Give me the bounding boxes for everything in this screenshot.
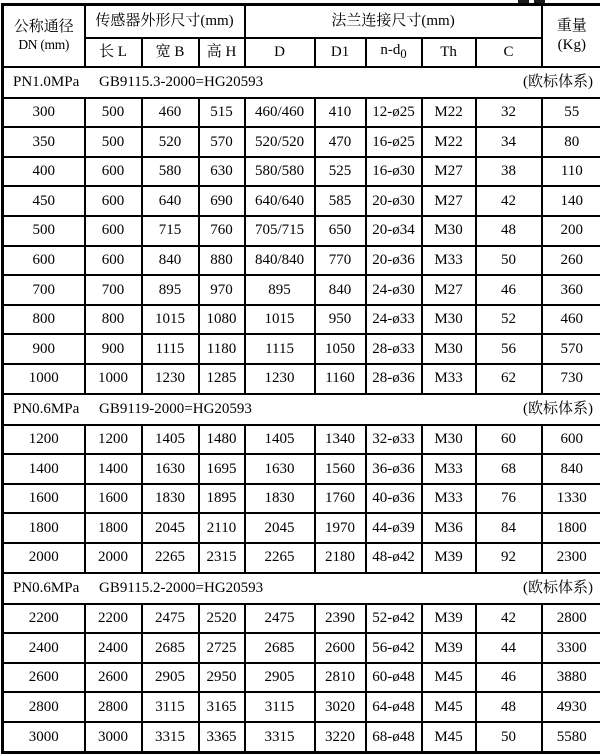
cell-value: 52-ø42 xyxy=(366,604,422,634)
table-row xyxy=(3,604,600,634)
cell-value: 60-ø48 xyxy=(366,663,422,693)
header-height-h: 高 H xyxy=(199,38,245,67)
cell-value: 16-ø25 xyxy=(366,127,422,157)
cell-value: 80 xyxy=(542,127,600,157)
cell-value: 1080 xyxy=(199,305,245,335)
cell-value: M39 xyxy=(422,543,476,573)
cell-value: 600 xyxy=(85,157,142,187)
cell-value: 42 xyxy=(476,186,542,216)
header-weight-label: 重量 xyxy=(556,18,587,34)
cell-value: 520 xyxy=(142,127,199,157)
cell-value: 1340 xyxy=(315,425,366,455)
cell-value: M33 xyxy=(422,246,476,276)
cell-dn-value: 1400 xyxy=(3,454,85,484)
header-nominal-diameter-unit: DN (mm) xyxy=(18,36,70,52)
cell-value: 20-ø36 xyxy=(366,246,422,276)
table-row xyxy=(3,722,600,752)
cell-dn-value: 700 xyxy=(3,275,85,305)
cell-value: 840 xyxy=(542,454,600,484)
section-header-row xyxy=(3,394,600,425)
cell-value: 2800 xyxy=(542,604,600,634)
cell-value: 260 xyxy=(542,246,600,276)
cell-value: 950 xyxy=(315,305,366,335)
table-header xyxy=(3,5,600,67)
cell-dn-value: 600 xyxy=(3,246,85,276)
cell-value: 2390 xyxy=(315,604,366,634)
cell-value: 640 xyxy=(142,186,199,216)
header-sensor-dimensions-group: 传感器外形尺寸(mm) xyxy=(85,5,245,38)
cell-value: M22 xyxy=(422,98,476,128)
cell-value: 56-ø42 xyxy=(366,633,422,663)
cell-value: 1230 xyxy=(245,364,315,394)
header-nominal-diameter xyxy=(3,5,85,67)
table-row xyxy=(3,98,600,128)
flange-dimension-table xyxy=(1,3,600,754)
section-system-note: (欧标体系) xyxy=(523,73,594,90)
cell-value: 600 xyxy=(85,246,142,276)
table-row xyxy=(3,425,600,455)
header-d: D xyxy=(245,38,315,67)
cell-value: 2685 xyxy=(245,633,315,663)
cell-dn-value: 2400 xyxy=(3,633,85,663)
cell-value: 28-ø33 xyxy=(366,334,422,364)
cell-value: 880 xyxy=(199,246,245,276)
header-weight xyxy=(542,5,600,67)
table-body xyxy=(3,67,600,753)
cell-dn-value: 500 xyxy=(3,216,85,246)
cell-value: 1160 xyxy=(315,364,366,394)
cell-value: 800 xyxy=(85,305,142,335)
cell-value: 92 xyxy=(476,543,542,573)
cell-value: M39 xyxy=(422,604,476,634)
table-row xyxy=(3,663,600,693)
cell-value: 44-ø39 xyxy=(366,513,422,543)
cell-value: 56 xyxy=(476,334,542,364)
cell-value: 2905 xyxy=(142,663,199,693)
cell-value: M30 xyxy=(422,425,476,455)
cell-value: 410 xyxy=(315,98,366,128)
cell-value: 520/520 xyxy=(245,127,315,157)
cell-value: 200 xyxy=(542,216,600,246)
header-c: C xyxy=(476,38,542,67)
header-n-d0-main: n-d xyxy=(380,42,401,59)
cell-value: 2520 xyxy=(199,604,245,634)
section-header-cell xyxy=(3,394,600,425)
header-nominal-diameter-label: 公称通径 xyxy=(13,18,74,35)
cell-value: 600 xyxy=(542,425,600,455)
table-row xyxy=(3,454,600,484)
cell-value: 1480 xyxy=(199,425,245,455)
cell-value: 24-ø30 xyxy=(366,275,422,305)
header-weight-unit: (Kg) xyxy=(557,36,586,53)
cell-value: 32-ø33 xyxy=(366,425,422,455)
cell-value: 1405 xyxy=(142,425,199,455)
cell-dn-value: 1000 xyxy=(3,364,85,394)
cell-value: 60 xyxy=(476,425,542,455)
cell-value: 640/640 xyxy=(245,186,315,216)
table-row xyxy=(3,275,600,305)
cell-value: 42 xyxy=(476,604,542,634)
cell-value: 760 xyxy=(199,216,245,246)
cell-value: 68 xyxy=(476,454,542,484)
cell-value: 2600 xyxy=(315,633,366,663)
section-header-row xyxy=(3,67,600,98)
cell-value: 2800 xyxy=(85,692,142,722)
cell-value: 1560 xyxy=(315,454,366,484)
cell-dn-value: 300 xyxy=(3,98,85,128)
table-row xyxy=(3,334,600,364)
cell-dn-value: 450 xyxy=(3,186,85,216)
cell-value: 1600 xyxy=(85,484,142,514)
cell-value: 4930 xyxy=(542,692,600,722)
table-row xyxy=(3,305,600,335)
cell-dn-value: 2200 xyxy=(3,604,85,634)
cell-value: 1050 xyxy=(315,334,366,364)
cell-dn-value: 350 xyxy=(3,127,85,157)
cell-value: 1400 xyxy=(85,454,142,484)
cell-value: 28-ø36 xyxy=(366,364,422,394)
cell-value: 1000 xyxy=(85,364,142,394)
cell-value: 2950 xyxy=(199,663,245,693)
cell-value: 46 xyxy=(476,663,542,693)
section-system-note: (欧标体系) xyxy=(523,579,594,596)
cell-value: 1830 xyxy=(245,484,315,514)
cell-value: 650 xyxy=(315,216,366,246)
cell-value: 1015 xyxy=(245,305,315,335)
cell-value: M45 xyxy=(422,692,476,722)
cell-value: M33 xyxy=(422,454,476,484)
cell-value: 1115 xyxy=(245,334,315,364)
cell-value: M30 xyxy=(422,305,476,335)
cell-value: 3020 xyxy=(315,692,366,722)
cell-dn-value: 1600 xyxy=(3,484,85,514)
cell-value: 1830 xyxy=(142,484,199,514)
section-header-cell xyxy=(3,67,600,98)
cell-value: 585 xyxy=(315,186,366,216)
cell-value: 2180 xyxy=(315,543,366,573)
cell-value: 2600 xyxy=(85,663,142,693)
cell-value: 1895 xyxy=(199,484,245,514)
header-flange-connection-group: 法兰连接尺寸(mm) xyxy=(245,5,542,38)
header-row-columns xyxy=(3,38,600,67)
cell-value: 48 xyxy=(476,216,542,246)
cell-value: 140 xyxy=(542,186,600,216)
cell-value: 460 xyxy=(142,98,199,128)
cell-value: 515 xyxy=(199,98,245,128)
cell-value: 2110 xyxy=(199,513,245,543)
cell-value: 3165 xyxy=(199,692,245,722)
cell-dn-value: 2000 xyxy=(3,543,85,573)
cell-value: 570 xyxy=(199,127,245,157)
section-header-cell xyxy=(3,573,600,604)
section-pressure-rating: PN0.6MPa xyxy=(13,579,80,596)
cell-value: 55 xyxy=(542,98,600,128)
cell-value: 48-ø42 xyxy=(366,543,422,573)
cell-value: 3315 xyxy=(245,722,315,752)
cell-value: M45 xyxy=(422,663,476,693)
cell-value: 3315 xyxy=(142,722,199,752)
cell-value: 1760 xyxy=(315,484,366,514)
cell-value: 48 xyxy=(476,692,542,722)
cell-value: M45 xyxy=(422,722,476,752)
cell-value: 600 xyxy=(85,216,142,246)
header-length-l: 长 L xyxy=(85,38,142,67)
cell-value: 460/460 xyxy=(245,98,315,128)
cell-value: M30 xyxy=(422,334,476,364)
cell-value: 600 xyxy=(85,186,142,216)
cell-value: 1405 xyxy=(245,425,315,455)
header-width-b: 宽 B xyxy=(142,38,199,67)
table-row xyxy=(3,543,600,573)
section-standard-code: GB9115.2-2000=HG20593 xyxy=(99,579,264,596)
header-th: Th xyxy=(422,38,476,67)
cell-value: M36 xyxy=(422,513,476,543)
cell-value: 3000 xyxy=(85,722,142,752)
cell-value: 900 xyxy=(85,334,142,364)
cell-value: 1200 xyxy=(85,425,142,455)
cell-value: 500 xyxy=(85,127,142,157)
cell-value: 1115 xyxy=(142,334,199,364)
cell-value: 1285 xyxy=(199,364,245,394)
cell-value: M39 xyxy=(422,633,476,663)
cell-value: 34 xyxy=(476,127,542,157)
cell-value: 2265 xyxy=(245,543,315,573)
cell-value: 970 xyxy=(199,275,245,305)
cell-value: 580 xyxy=(142,157,199,187)
cell-value: M27 xyxy=(422,157,476,187)
cell-value: 46 xyxy=(476,275,542,305)
table-row xyxy=(3,633,600,663)
cell-value: 1630 xyxy=(142,454,199,484)
cell-value: 20-ø34 xyxy=(366,216,422,246)
cell-value: 36-ø36 xyxy=(366,454,422,484)
cell-value: 32 xyxy=(476,98,542,128)
cell-value: 38 xyxy=(476,157,542,187)
cell-value: 1800 xyxy=(85,513,142,543)
cell-value: 840 xyxy=(142,246,199,276)
cell-dn-value: 900 xyxy=(3,334,85,364)
cell-value: 52 xyxy=(476,305,542,335)
cell-value: 50 xyxy=(476,722,542,752)
cell-value: 50 xyxy=(476,246,542,276)
cell-value: M22 xyxy=(422,127,476,157)
cell-value: 2200 xyxy=(85,604,142,634)
cell-value: 730 xyxy=(542,364,600,394)
table-row xyxy=(3,186,600,216)
cell-value: 84 xyxy=(476,513,542,543)
cell-value: 460 xyxy=(542,305,600,335)
cell-value: 705/715 xyxy=(245,216,315,246)
cell-value: 76 xyxy=(476,484,542,514)
section-standard-code: GB9119-2000=HG20593 xyxy=(99,400,252,417)
cell-value: 3880 xyxy=(542,663,600,693)
cell-value: M33 xyxy=(422,484,476,514)
cell-value: 3220 xyxy=(315,722,366,752)
table-row xyxy=(3,216,600,246)
cell-value: M33 xyxy=(422,364,476,394)
cell-value: 1800 xyxy=(542,513,600,543)
cell-value: 44 xyxy=(476,633,542,663)
cell-value: 2475 xyxy=(245,604,315,634)
header-d1: D1 xyxy=(315,38,366,67)
cell-value: 840/840 xyxy=(245,246,315,276)
table-row xyxy=(3,246,600,276)
cell-value: 840 xyxy=(315,275,366,305)
cell-dn-value: 2600 xyxy=(3,663,85,693)
table-row xyxy=(3,513,600,543)
cell-value: 715 xyxy=(142,216,199,246)
cell-value: 360 xyxy=(542,275,600,305)
cell-value: 2045 xyxy=(142,513,199,543)
cell-value: 580/580 xyxy=(245,157,315,187)
cell-value: 3300 xyxy=(542,633,600,663)
cell-dn-value: 3000 xyxy=(3,722,85,752)
cell-value: 470 xyxy=(315,127,366,157)
cell-value: 1970 xyxy=(315,513,366,543)
cell-value: 2400 xyxy=(85,633,142,663)
cell-value: 570 xyxy=(542,334,600,364)
cell-value: 525 xyxy=(315,157,366,187)
cell-value: 64-ø48 xyxy=(366,692,422,722)
section-header-row xyxy=(3,573,600,604)
cell-value: M30 xyxy=(422,216,476,246)
cell-value: 1230 xyxy=(142,364,199,394)
cell-value: 500 xyxy=(85,98,142,128)
cell-value: 3115 xyxy=(245,692,315,722)
cell-dn-value: 2800 xyxy=(3,692,85,722)
header-n-d0 xyxy=(366,38,422,67)
cell-value: 5580 xyxy=(542,722,600,752)
table-row xyxy=(3,157,600,187)
section-system-note: (欧标体系) xyxy=(523,400,594,417)
cell-value: 12-ø25 xyxy=(366,98,422,128)
table-row xyxy=(3,484,600,514)
cell-dn-value: 1800 xyxy=(3,513,85,543)
cell-value: 16-ø30 xyxy=(366,157,422,187)
cell-value: 40-ø36 xyxy=(366,484,422,514)
cell-value: 1180 xyxy=(199,334,245,364)
cell-dn-value: 800 xyxy=(3,305,85,335)
cell-value: 895 xyxy=(245,275,315,305)
cell-value: 2725 xyxy=(199,633,245,663)
cell-value: 630 xyxy=(199,157,245,187)
cell-value: 895 xyxy=(142,275,199,305)
header-n-d0-subscript: 0 xyxy=(400,47,407,62)
cell-value: 20-ø30 xyxy=(366,186,422,216)
cell-value: 68-ø48 xyxy=(366,722,422,752)
cell-value: 3365 xyxy=(199,722,245,752)
cell-value: 3115 xyxy=(142,692,199,722)
cell-value: 1695 xyxy=(199,454,245,484)
cell-value: M27 xyxy=(422,186,476,216)
cell-value: 24-ø33 xyxy=(366,305,422,335)
cell-value: 2265 xyxy=(142,543,199,573)
table-row xyxy=(3,692,600,722)
cell-dn-value: 400 xyxy=(3,157,85,187)
cell-value: 2315 xyxy=(199,543,245,573)
cell-value: 690 xyxy=(199,186,245,216)
cell-value: 110 xyxy=(542,157,600,187)
table-row xyxy=(3,127,600,157)
cell-value: 1630 xyxy=(245,454,315,484)
table-row xyxy=(3,364,600,394)
cell-value: 2045 xyxy=(245,513,315,543)
cell-value: 62 xyxy=(476,364,542,394)
cell-dn-value: 1200 xyxy=(3,425,85,455)
cell-value: 1330 xyxy=(542,484,600,514)
section-standard-code: GB9115.3-2000=HG20593 xyxy=(99,73,264,90)
cell-value: M27 xyxy=(422,275,476,305)
header-row-groups xyxy=(3,5,600,38)
cell-value: 2905 xyxy=(245,663,315,693)
cell-value: 2685 xyxy=(142,633,199,663)
cell-value: 2810 xyxy=(315,663,366,693)
cell-value: 770 xyxy=(315,246,366,276)
cell-value: 2475 xyxy=(142,604,199,634)
cell-value: 1015 xyxy=(142,305,199,335)
cell-value: 700 xyxy=(85,275,142,305)
section-pressure-rating: PN1.0MPa xyxy=(13,73,80,90)
section-pressure-rating: PN0.6MPa xyxy=(13,400,80,417)
cell-value: 2000 xyxy=(85,543,142,573)
cell-value: 2300 xyxy=(542,543,600,573)
